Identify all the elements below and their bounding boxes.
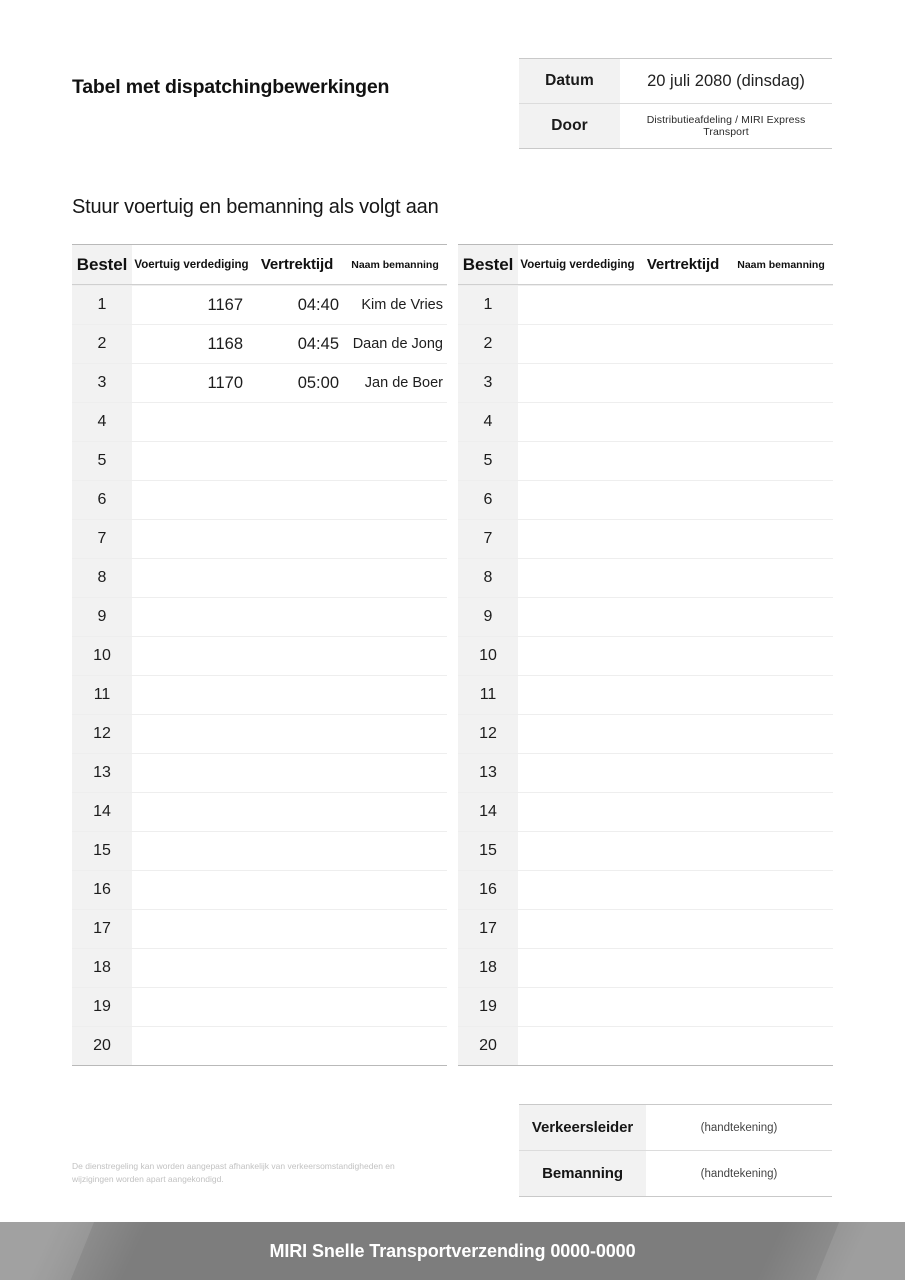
cell-crew[interactable] xyxy=(343,988,447,1026)
cell-order: 4 xyxy=(458,403,518,441)
cell-crew[interactable] xyxy=(343,793,447,831)
cell-departure[interactable]: 04:40 xyxy=(297,295,339,314)
cell-order: 3 xyxy=(458,364,518,402)
cell-departure[interactable] xyxy=(637,793,729,831)
table-row[interactable] xyxy=(72,909,447,948)
meta-value-datum: 20 juli 2080 (dinsdag) xyxy=(647,71,805,90)
cell-vehicle[interactable]: 1167 xyxy=(207,295,243,314)
cell-departure[interactable] xyxy=(637,1027,729,1065)
cell-vehicle[interactable] xyxy=(132,1027,251,1065)
cell-departure[interactable] xyxy=(637,715,729,753)
table-row[interactable] xyxy=(72,987,447,1026)
cell-order: 14 xyxy=(458,793,518,831)
signature-label-verkeersleider: Verkeersleider xyxy=(519,1105,646,1150)
cell-order: 5 xyxy=(72,442,132,480)
cell-crew[interactable] xyxy=(729,598,833,636)
table-row[interactable] xyxy=(72,558,447,597)
meta-label-datum: Datum xyxy=(519,59,620,103)
cell-vehicle[interactable] xyxy=(518,910,637,948)
cell-crew[interactable] xyxy=(343,403,447,441)
column-header-order: Bestel xyxy=(72,245,132,284)
cell-departure[interactable] xyxy=(251,520,343,558)
cell-order: 17 xyxy=(72,910,132,948)
cell-crew[interactable]: Kim de Vries xyxy=(361,297,443,313)
table-row[interactable] xyxy=(458,831,833,870)
cell-order: 9 xyxy=(72,598,132,636)
cell-crew[interactable] xyxy=(729,364,833,402)
column-header-departure: Vertrektijd xyxy=(260,256,334,273)
cell-departure[interactable] xyxy=(251,871,343,909)
cell-crew[interactable] xyxy=(729,676,833,714)
cell-order: 11 xyxy=(458,676,518,714)
cell-vehicle[interactable] xyxy=(518,949,637,987)
table-row[interactable] xyxy=(72,402,447,441)
table-row[interactable] xyxy=(458,1026,833,1065)
meta-row-door xyxy=(519,103,832,148)
cell-crew[interactable] xyxy=(729,715,833,753)
column-header-order: Bestel xyxy=(458,245,518,284)
cell-departure[interactable] xyxy=(637,286,729,324)
cell-order: 10 xyxy=(458,637,518,675)
cell-order: 20 xyxy=(72,1027,132,1065)
cell-vehicle[interactable] xyxy=(132,793,251,831)
signature-row-bemanning xyxy=(519,1150,832,1196)
meta-row-datum xyxy=(519,59,832,103)
cell-vehicle[interactable] xyxy=(132,403,251,441)
cell-vehicle[interactable] xyxy=(518,754,637,792)
cell-vehicle[interactable] xyxy=(132,676,251,714)
table-row[interactable] xyxy=(72,675,447,714)
cell-vehicle[interactable] xyxy=(518,871,637,909)
cell-order: 6 xyxy=(458,481,518,519)
cell-departure[interactable] xyxy=(251,676,343,714)
table-row[interactable] xyxy=(458,948,833,987)
table-row[interactable] xyxy=(458,480,833,519)
cell-order: 5 xyxy=(458,442,518,480)
cell-departure[interactable] xyxy=(251,793,343,831)
cell-order: 2 xyxy=(458,325,518,363)
table-row[interactable] xyxy=(458,675,833,714)
signature-row-verkeersleider xyxy=(519,1105,832,1150)
table-row[interactable] xyxy=(72,597,447,636)
table-row[interactable] xyxy=(458,285,833,324)
cell-crew[interactable] xyxy=(343,910,447,948)
cell-departure[interactable] xyxy=(637,442,729,480)
table-row[interactable] xyxy=(458,909,833,948)
cell-departure[interactable] xyxy=(637,988,729,1026)
cell-vehicle[interactable] xyxy=(132,520,251,558)
footer-title: MIRI Snelle Transportverzending 0000-0000 xyxy=(269,1240,636,1261)
cell-crew[interactable] xyxy=(729,910,833,948)
column-header-departure: Vertrektijd xyxy=(646,256,720,273)
cell-departure[interactable] xyxy=(251,832,343,870)
cell-order: 11 xyxy=(72,676,132,714)
cell-order: 7 xyxy=(458,520,518,558)
table-row[interactable] xyxy=(458,402,833,441)
cell-order: 15 xyxy=(72,832,132,870)
cell-departure[interactable] xyxy=(251,1027,343,1065)
cell-crew[interactable] xyxy=(729,442,833,480)
table-row[interactable] xyxy=(458,792,833,831)
cell-crew[interactable] xyxy=(729,949,833,987)
signature-field-verkeersleider[interactable]: (handtekening) xyxy=(700,1121,778,1134)
table-row[interactable] xyxy=(458,519,833,558)
cell-departure[interactable] xyxy=(251,559,343,597)
cell-order: 19 xyxy=(72,988,132,1026)
table-row[interactable] xyxy=(458,558,833,597)
cell-vehicle[interactable] xyxy=(518,364,637,402)
cell-vehicle[interactable] xyxy=(518,559,637,597)
column-header-vehicle: Voertuig verdediging xyxy=(134,258,249,271)
cell-crew[interactable] xyxy=(729,286,833,324)
cell-order: 1 xyxy=(458,286,518,324)
column-header-vehicle: Voertuig verdediging xyxy=(520,258,635,271)
cell-order: 15 xyxy=(458,832,518,870)
cell-vehicle[interactable] xyxy=(518,988,637,1026)
cell-order: 12 xyxy=(458,715,518,753)
cell-vehicle[interactable] xyxy=(132,754,251,792)
signature-box xyxy=(519,1104,832,1197)
cell-crew[interactable] xyxy=(729,832,833,870)
cell-crew[interactable] xyxy=(343,637,447,675)
cell-departure[interactable] xyxy=(637,520,729,558)
cell-departure[interactable] xyxy=(251,481,343,519)
cell-departure[interactable] xyxy=(251,949,343,987)
cell-departure[interactable] xyxy=(637,598,729,636)
cell-vehicle[interactable] xyxy=(518,832,637,870)
cell-crew[interactable] xyxy=(729,988,833,1026)
cell-departure[interactable] xyxy=(251,715,343,753)
cell-crew[interactable] xyxy=(343,676,447,714)
cell-departure[interactable] xyxy=(637,637,729,675)
table-row[interactable] xyxy=(458,753,833,792)
table-row[interactable] xyxy=(458,714,833,753)
cell-crew[interactable] xyxy=(343,871,447,909)
cell-crew[interactable] xyxy=(729,520,833,558)
table-row[interactable] xyxy=(72,1026,447,1065)
page-title: Tabel met dispatchingbewerkingen xyxy=(72,76,390,98)
column-header-crew: Naam bemanning xyxy=(737,258,825,271)
cell-vehicle[interactable] xyxy=(518,286,637,324)
cell-departure[interactable] xyxy=(251,403,343,441)
cell-vehicle[interactable] xyxy=(132,442,251,480)
cell-crew[interactable] xyxy=(343,754,447,792)
table-row[interactable] xyxy=(72,285,447,324)
table-row[interactable] xyxy=(72,753,447,792)
cell-vehicle[interactable] xyxy=(132,715,251,753)
cell-crew[interactable] xyxy=(343,598,447,636)
table-row[interactable] xyxy=(458,441,833,480)
cell-order: 8 xyxy=(72,559,132,597)
cell-order: 19 xyxy=(458,988,518,1026)
cell-departure[interactable] xyxy=(637,481,729,519)
cell-crew[interactable] xyxy=(343,832,447,870)
cell-departure[interactable] xyxy=(637,559,729,597)
cell-departure[interactable] xyxy=(251,637,343,675)
table-row[interactable] xyxy=(458,597,833,636)
cell-order: 14 xyxy=(72,793,132,831)
cell-crew[interactable] xyxy=(729,871,833,909)
cell-departure[interactable]: 04:45 xyxy=(297,334,339,353)
cell-order: 3 xyxy=(72,364,132,402)
cell-vehicle[interactable] xyxy=(518,793,637,831)
cell-order: 13 xyxy=(72,754,132,792)
cell-crew[interactable]: Jan de Boer xyxy=(364,375,443,391)
cell-crew[interactable] xyxy=(729,403,833,441)
table-row[interactable] xyxy=(72,441,447,480)
cell-order: 7 xyxy=(72,520,132,558)
cell-departure[interactable] xyxy=(251,988,343,1026)
cell-crew[interactable] xyxy=(343,715,447,753)
cell-crew[interactable] xyxy=(729,793,833,831)
cell-vehicle[interactable] xyxy=(518,598,637,636)
footnote-text: De dienstregeling kan worden aangepast afhankelijk van verkeersomstandigheden en wijzigingen worden apart aangekondigd. xyxy=(72,1161,395,1185)
table-row[interactable] xyxy=(458,324,833,363)
cell-crew[interactable] xyxy=(343,559,447,597)
cell-crew[interactable] xyxy=(343,949,447,987)
cell-crew[interactable] xyxy=(729,481,833,519)
table-row[interactable] xyxy=(72,831,447,870)
cell-crew[interactable]: Daan de Jong xyxy=(352,336,443,352)
cell-vehicle[interactable] xyxy=(518,325,637,363)
cell-crew[interactable] xyxy=(729,754,833,792)
table-row[interactable] xyxy=(458,870,833,909)
signature-label-bemanning: Bemanning xyxy=(519,1151,646,1196)
cell-crew[interactable] xyxy=(343,1027,447,1065)
meta-value-door: Distributieafdeling / MIRI Express Transport xyxy=(646,114,806,138)
document-header xyxy=(0,58,905,158)
table-row[interactable] xyxy=(72,870,447,909)
cell-order: 4 xyxy=(72,403,132,441)
cell-vehicle[interactable] xyxy=(132,910,251,948)
cell-departure[interactable] xyxy=(637,754,729,792)
cell-vehicle[interactable] xyxy=(518,520,637,558)
cell-order: 8 xyxy=(458,559,518,597)
cell-departure[interactable] xyxy=(637,832,729,870)
cell-crew[interactable] xyxy=(729,637,833,675)
table-row[interactable] xyxy=(72,324,447,363)
table-row[interactable] xyxy=(72,363,447,402)
cell-order: 9 xyxy=(458,598,518,636)
cell-crew[interactable] xyxy=(729,559,833,597)
cell-vehicle[interactable] xyxy=(132,598,251,636)
cell-vehicle[interactable] xyxy=(132,481,251,519)
cell-crew[interactable] xyxy=(343,442,447,480)
table-row[interactable] xyxy=(72,792,447,831)
cell-order: 18 xyxy=(458,949,518,987)
table-row[interactable] xyxy=(72,948,447,987)
table-row[interactable] xyxy=(458,363,833,402)
cell-vehicle[interactable] xyxy=(518,637,637,675)
table-header-row-left xyxy=(72,245,447,285)
table-row[interactable] xyxy=(458,636,833,675)
cell-vehicle[interactable] xyxy=(132,559,251,597)
cell-order: 12 xyxy=(72,715,132,753)
page-footer xyxy=(0,1222,905,1280)
cell-crew[interactable] xyxy=(343,481,447,519)
cell-vehicle[interactable] xyxy=(518,442,637,480)
table-header-row-right xyxy=(458,245,833,285)
cell-departure[interactable] xyxy=(637,910,729,948)
cell-order: 2 xyxy=(72,325,132,363)
cell-vehicle[interactable] xyxy=(132,832,251,870)
table-row[interactable] xyxy=(458,987,833,1026)
meta-info-box xyxy=(519,58,832,149)
cell-departure[interactable] xyxy=(251,442,343,480)
cell-departure[interactable] xyxy=(637,325,729,363)
cell-departure[interactable] xyxy=(637,871,729,909)
cell-departure[interactable] xyxy=(637,949,729,987)
cell-vehicle[interactable]: 1168 xyxy=(207,334,243,353)
cell-vehicle[interactable] xyxy=(132,871,251,909)
dispatch-table-right xyxy=(458,244,833,1066)
cell-order: 13 xyxy=(458,754,518,792)
cell-departure[interactable] xyxy=(251,754,343,792)
table-row[interactable] xyxy=(72,519,447,558)
cell-departure[interactable] xyxy=(251,598,343,636)
cell-departure[interactable] xyxy=(251,910,343,948)
signature-field-bemanning[interactable]: (handtekening) xyxy=(700,1167,778,1180)
cell-vehicle[interactable] xyxy=(132,637,251,675)
cell-vehicle[interactable] xyxy=(518,676,637,714)
cell-order: 18 xyxy=(72,949,132,987)
table-row[interactable] xyxy=(72,480,447,519)
cell-departure[interactable] xyxy=(637,403,729,441)
cell-vehicle[interactable] xyxy=(518,403,637,441)
cell-order: 16 xyxy=(458,871,518,909)
cell-crew[interactable] xyxy=(729,325,833,363)
cell-departure[interactable] xyxy=(637,676,729,714)
cell-order: 6 xyxy=(72,481,132,519)
cell-crew[interactable] xyxy=(343,520,447,558)
cell-vehicle[interactable] xyxy=(132,988,251,1026)
table-row[interactable] xyxy=(72,636,447,675)
cell-order: 1 xyxy=(72,286,132,324)
cell-vehicle[interactable] xyxy=(518,1027,637,1065)
cell-departure[interactable]: 05:00 xyxy=(297,373,339,392)
column-header-crew: Naam bemanning xyxy=(351,258,439,271)
cell-vehicle[interactable] xyxy=(518,715,637,753)
cell-vehicle[interactable] xyxy=(132,949,251,987)
table-row[interactable] xyxy=(72,714,447,753)
cell-order: 17 xyxy=(458,910,518,948)
section-subtitle: Stuur voertuig en bemanning als volgt aan xyxy=(72,196,439,218)
cell-vehicle[interactable]: 1170 xyxy=(207,373,243,392)
cell-vehicle[interactable] xyxy=(518,481,637,519)
cell-departure[interactable] xyxy=(637,364,729,402)
dispatch-table-left xyxy=(72,244,447,1066)
meta-label-door: Door xyxy=(519,104,620,148)
cell-order: 10 xyxy=(72,637,132,675)
cell-order: 16 xyxy=(72,871,132,909)
cell-order: 20 xyxy=(458,1027,518,1065)
cell-crew[interactable] xyxy=(729,1027,833,1065)
